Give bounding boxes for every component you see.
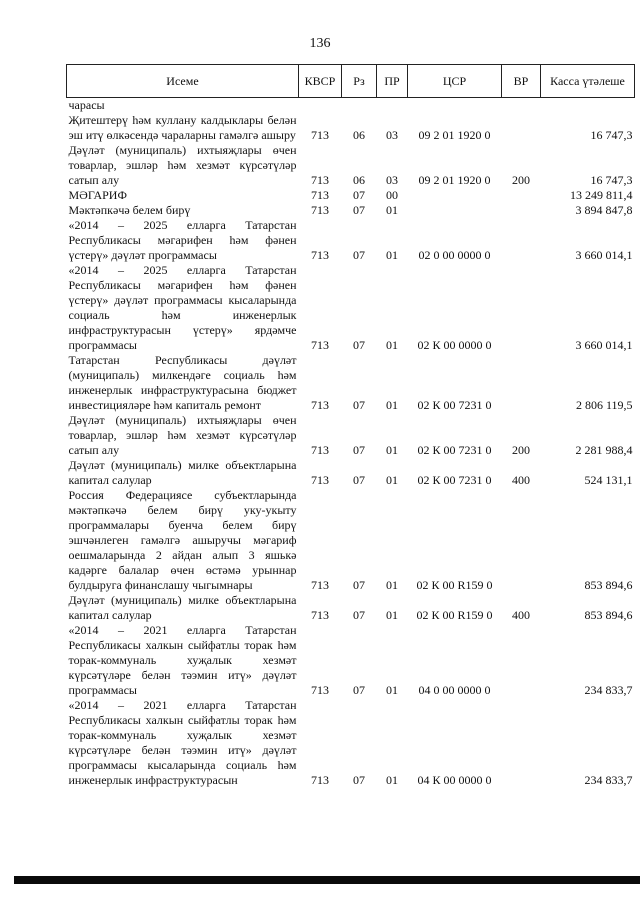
- row-csr: [408, 98, 502, 114]
- row-amount: 234 833,7: [584, 773, 633, 787]
- row-amount: 3 660 014,1: [575, 338, 633, 352]
- row-csr: 09 2 01 1920 0: [418, 173, 491, 187]
- row-kvsr: 713: [311, 578, 329, 592]
- row-vr: [502, 113, 541, 143]
- header-kvsr: КВСР: [299, 65, 342, 98]
- header-pr: ПР: [377, 65, 408, 98]
- row-amount: 3 660 014,1: [575, 248, 633, 262]
- row-amount: 3 894 847,8: [575, 203, 633, 217]
- row-csr: 02 0 00 0000 0: [418, 248, 491, 262]
- row-pr: 01: [386, 473, 398, 487]
- row-amount: 16 747,3: [590, 128, 633, 142]
- row-rz: 06: [353, 128, 365, 142]
- row-name: чарасы: [68, 98, 105, 112]
- row-vr: [502, 698, 541, 788]
- row-name: Дәүләт (муниципаль) ихтыяҗлары өчен товарлар, эшләр һәм хезмәт күрсәтүләр сатып алу: [68, 143, 297, 187]
- table-row: [67, 188, 635, 203]
- row-rz: 07: [353, 203, 365, 217]
- row-csr: 09 2 01 1920 0: [418, 128, 491, 142]
- table-row: [67, 488, 635, 593]
- row-vr: [502, 353, 541, 413]
- row-pr: [377, 98, 408, 114]
- row-vr: [502, 218, 541, 263]
- table-row: [67, 98, 635, 114]
- row-kvsr: 713: [311, 203, 329, 217]
- header-kassa: Касса үтәлеше: [541, 65, 635, 98]
- row-csr: 02 К 00 0000 0: [417, 338, 492, 352]
- row-kvsr: 713: [311, 608, 329, 622]
- row-amount: 524 131,1: [584, 473, 633, 487]
- row-name: Дәүләт (муниципаль) милке объектларына капитал салулар: [68, 593, 297, 622]
- row-pr: 03: [386, 128, 398, 142]
- row-rz: 07: [353, 338, 365, 352]
- table-body: [67, 98, 635, 789]
- table-header: [67, 65, 635, 98]
- row-kvsr: 713: [311, 443, 329, 457]
- row-pr: 01: [386, 248, 398, 262]
- row-name: Татарстан Республикасы дәүләт (муниципаль) милкендәге социаль һәм инженерлык инфраструктурасына бюджет инвестицияләре һәм капиталь ремонт: [68, 353, 297, 412]
- header-vr: ВР: [502, 65, 541, 98]
- row-csr: 02 К 00 R159 0: [416, 608, 493, 622]
- table-row: [67, 113, 635, 143]
- row-name: Дәүләт (муниципаль) милке объектларына капитал салулар: [68, 458, 297, 487]
- row-csr: 02 К 00 R159 0: [416, 578, 493, 592]
- row-name: Җитештерү һәм куллану калдыклары белән эш итү өлкәсендә чараларны гамәлгә ашыру: [68, 113, 297, 142]
- row-name: Мәктәпкәчә белем бирү: [68, 203, 191, 217]
- row-amount: 853 894,6: [584, 608, 633, 622]
- row-vr: [502, 98, 541, 114]
- row-kvsr: 713: [311, 473, 329, 487]
- row-name: Дәүләт (муниципаль) ихтыяҗлары өчен товарлар, эшләр һәм хезмәт күрсәтүләр сатып алу: [68, 413, 297, 457]
- table-row: [67, 458, 635, 488]
- row-pr: 01: [386, 338, 398, 352]
- table-row: [67, 218, 635, 263]
- table-row: [67, 353, 635, 413]
- row-vr: [502, 263, 541, 353]
- table-row: [67, 623, 635, 698]
- row-amount: 16 747,3: [590, 173, 633, 187]
- row-pr: 03: [386, 173, 398, 187]
- row-amount: 2 806 119,5: [575, 398, 633, 412]
- row-rz: 07: [353, 608, 365, 622]
- row-csr: 02 К 00 7231 0: [417, 443, 492, 457]
- row-amount: 2 281 988,4: [575, 443, 633, 457]
- row-rz: 07: [353, 188, 365, 202]
- row-csr: 04 К 00 0000 0: [417, 773, 492, 787]
- table-row: [67, 143, 635, 188]
- row-amount: 234 833,7: [584, 683, 633, 697]
- row-kvsr: 713: [311, 173, 329, 187]
- row-csr: 04 0 00 0000 0: [418, 683, 491, 697]
- header-name: Исеме: [67, 65, 299, 98]
- page-number: 136: [309, 36, 331, 51]
- header-csr: ЦСР: [408, 65, 502, 98]
- table-row: [67, 698, 635, 788]
- row-name: МӘГАРИФ: [68, 188, 127, 202]
- table-row: [67, 263, 635, 353]
- row-rz: 07: [353, 398, 365, 412]
- row-kvsr: 713: [311, 248, 329, 262]
- row-amount: 13 249 811,4: [569, 188, 633, 202]
- row-pr: 01: [386, 398, 398, 412]
- row-kvsr: 713: [311, 398, 329, 412]
- row-amount: [541, 98, 635, 114]
- row-vr: [502, 203, 541, 218]
- row-rz: 07: [353, 773, 365, 787]
- row-amount: 853 894,6: [584, 578, 633, 592]
- row-kvsr: [299, 98, 342, 114]
- row-vr: [502, 188, 541, 203]
- row-name: «2014 – 2021 елларга Татарстан Республикасы халкын сыйфатлы торак һәм торак-коммуналь хуҗалык хезмәт күрсәтүләре белән тәэмин итү» дәүләт программасы кысаларында социаль һәм инженерлык инфраструктурасын: [68, 698, 297, 787]
- row-pr: 01: [386, 608, 398, 622]
- row-csr: 02 К 00 7231 0: [417, 398, 492, 412]
- header-rz: Рз: [342, 65, 377, 98]
- row-vr: [502, 488, 541, 593]
- row-name: «2014 – 2021 елларга Татарстан Республикасы халкын сыйфатлы торак һәм торак-коммуналь хуҗалык хезмәт күрсәтүләре белән тәэмин итү» дәүләт программасы: [68, 623, 297, 697]
- row-csr: [408, 203, 502, 218]
- row-pr: 01: [386, 443, 398, 457]
- row-kvsr: 713: [311, 338, 329, 352]
- row-rz: [342, 98, 377, 114]
- table-row: [67, 593, 635, 623]
- row-pr: 01: [386, 773, 398, 787]
- row-rz: 07: [353, 683, 365, 697]
- scan-edge-bar: [14, 876, 640, 884]
- row-vr: 400: [512, 608, 530, 622]
- row-pr: 01: [386, 683, 398, 697]
- row-vr: 200: [512, 173, 530, 187]
- row-kvsr: 713: [311, 128, 329, 142]
- row-name: Россия Федерациясе субъектларында мәктәпкәчә белем бирү уку-укыту программалары буенча белем бирү эшчәнлеген гамәлгә ашыручы мәгариф оешмаларында 2 айдан алып 3 яшькә кадәрге балалар өчен өстәмә урыннар булдыруга финанслашу чыгымнары: [68, 488, 297, 592]
- row-vr: 200: [512, 443, 530, 457]
- table-row: [67, 203, 635, 218]
- row-name: «2014 – 2025 елларга Татарстан Республикасы мәгарифен һәм фәнен үстерү» дәүләт программасы кысаларында социаль һәм инженерлык инфраструктурасын үстерү» ярдәмче программасы: [68, 263, 297, 352]
- row-rz: 07: [353, 248, 365, 262]
- row-pr: 01: [386, 578, 398, 592]
- row-name: «2014 – 2025 елларга Татарстан Республикасы мәгарифен һәм фәнен үстерү» дәүләт программасы: [68, 218, 297, 262]
- row-rz: 07: [353, 578, 365, 592]
- row-rz: 07: [353, 473, 365, 487]
- budget-table: [66, 64, 635, 788]
- row-csr: 02 К 00 7231 0: [417, 473, 492, 487]
- row-vr: [502, 623, 541, 698]
- row-pr: 00: [386, 188, 398, 202]
- row-csr: [408, 188, 502, 203]
- row-kvsr: 713: [311, 773, 329, 787]
- row-kvsr: 713: [311, 683, 329, 697]
- row-kvsr: 713: [311, 188, 329, 202]
- row-vr: 400: [512, 473, 530, 487]
- table-row: [67, 413, 635, 458]
- row-rz: 06: [353, 173, 365, 187]
- row-rz: 07: [353, 443, 365, 457]
- row-pr: 01: [386, 203, 398, 217]
